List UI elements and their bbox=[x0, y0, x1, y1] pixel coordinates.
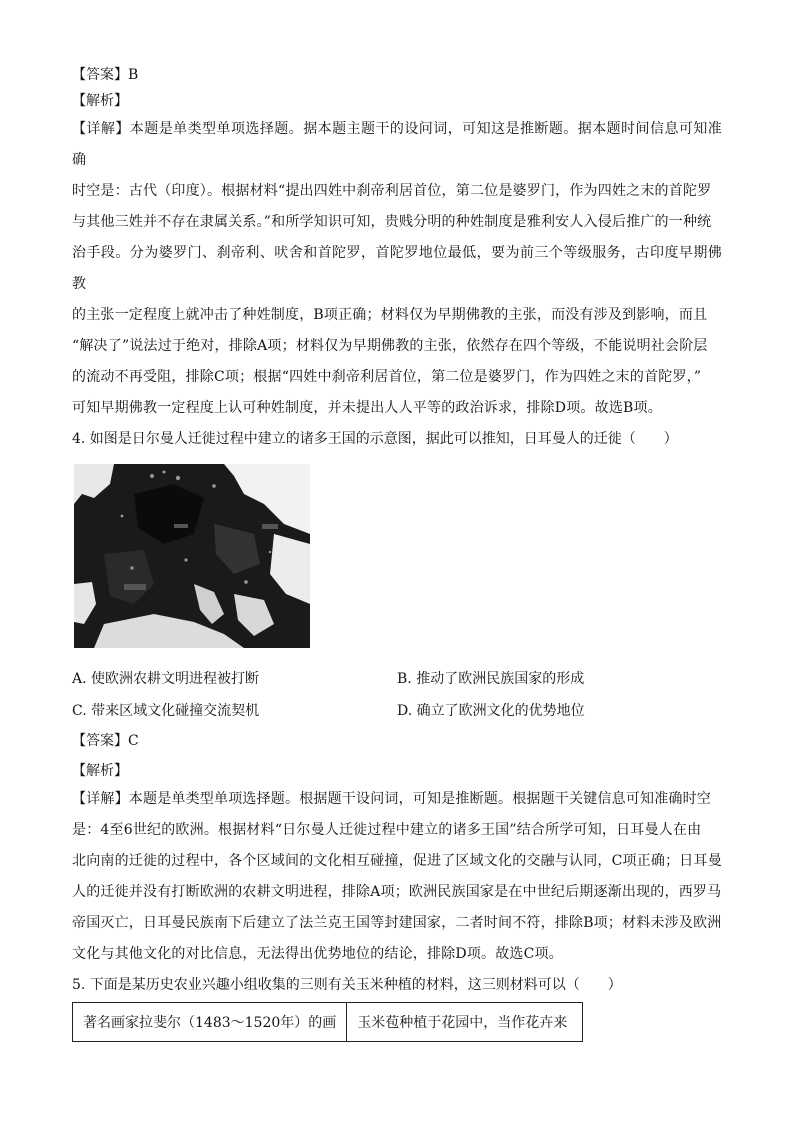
q3-detail-line: “解决了”说法过于绝对，排除A项；材料仅为早期佛教的主张，依然存在四个等级，不能说明社会阶层 bbox=[72, 338, 708, 354]
q3-analysis-text: 解析 bbox=[86, 93, 114, 109]
q3-answer: 【答案】B bbox=[72, 67, 139, 83]
page-content bbox=[72, 62, 722, 1042]
q5-material-table bbox=[72, 1002, 583, 1042]
q4-answer: 【答案】C bbox=[72, 733, 139, 749]
q3-detail-line: 【详解】本题是单类型单项选择题。据本题主题干的设问词，可知这是推断题。据本题时间信息可知准确 bbox=[72, 121, 722, 168]
q4-analysis-label: 【解析】 bbox=[72, 763, 128, 779]
europe-kingdoms-map bbox=[74, 464, 310, 648]
q3-analysis-label: 【解析】 bbox=[72, 93, 128, 109]
table-row bbox=[73, 1003, 583, 1042]
option-b: B. 推动了欧洲民族国家的形成 bbox=[397, 671, 585, 687]
q4-detail-line: 文化与其他文化的对比信息，无法得出优势地位的结论，排除D项。故选C项。 bbox=[72, 946, 563, 962]
q4-detail bbox=[72, 784, 722, 970]
q3-detail-line: 可知早期佛教一定程度上认可种姓制度，并未提出人人平等的政治诉求，排除D项。故选B项。 bbox=[72, 400, 662, 416]
q3-detail-line: 的主张一定程度上就冲击了种姓制度，B项正确；材料仅为早期佛教的主张，而没有涉及到影响，而且 bbox=[72, 307, 708, 323]
option-d: D. 确立了欧洲文化的优势地位 bbox=[397, 703, 585, 719]
q4-detail-line: 帝国灭亡，日耳曼民族南下后建立了法兰克王国等封建国家，二者时间不符，排除B项；材料未涉及欧洲 bbox=[72, 915, 722, 931]
q3-detail-line: 的流动不再受阻，排除C项；根据“四姓中刹帝利居首位，第二位是婆罗门，作为四姓之末的首陀罗，” bbox=[72, 369, 702, 385]
q3-detail bbox=[72, 114, 722, 424]
map-image bbox=[74, 464, 310, 648]
option-c: C. 带来区域文化碰撞交流契机 bbox=[72, 703, 260, 719]
q4-analysis-text: 解析 bbox=[86, 763, 114, 779]
option-a: A. 使欧洲农耕文明进程被打断 bbox=[72, 671, 260, 687]
q4-detail-line: 北向南的迁徙的过程中，各个区域间的文化相互碰撞，促进了区域文化的交融与认同，C项正确；日耳曼 bbox=[72, 853, 722, 869]
q3-detail-line: 治手段。分为婆罗门、刹帝利、吠舍和首陀罗，首陀罗地位最低，要为前三个等级服务，古印度早期佛教 bbox=[72, 245, 722, 292]
table-cell: 玉米苞种植于花园中，当作花卉来 bbox=[347, 1003, 583, 1042]
q4-detail-line: 是：4至6世纪的欧洲。根据材料“日尔曼人迁徙过程中建立的诸多王国”结合所学可知，日耳曼人在由 bbox=[72, 822, 702, 838]
q3-detail-line: 与其他三姓并不存在隶属关系。”和所学知识可知，贵贱分明的种姓制度是雅利安人入侵后推广的一种统 bbox=[72, 214, 712, 230]
q4-stem: 4. 如图是日尔曼人迁徙过程中建立的诸多王国的示意图，据此可以推知，日耳曼人的迁徙（ ） bbox=[72, 431, 678, 447]
q4-detail-line: 【详解】本题是单类型单项选择题。根据题干设问词，可知是推断题。根据题干关键信息可知准确时空 bbox=[72, 791, 711, 807]
q4-options bbox=[72, 666, 722, 724]
q4-detail-line: 人的迁徙并没有打断欧洲的农耕文明进程，排除A项；欧洲民族国家是在中世纪后期逐渐出现的，西罗马 bbox=[72, 884, 722, 900]
table-cell: 著名画家拉斐尔（1483～1520年）的画 bbox=[73, 1003, 347, 1042]
q5-stem: 5. 下面是某历史农业兴趣小组收集的三则有关玉米种植的材料，这三则材料可以（ ） bbox=[72, 977, 622, 993]
q3-detail-line: 时空是：古代（印度）。根据材料“提出四姓中刹帝利居首位，第二位是婆罗门，作为四姓之末的首陀罗 bbox=[72, 183, 712, 199]
